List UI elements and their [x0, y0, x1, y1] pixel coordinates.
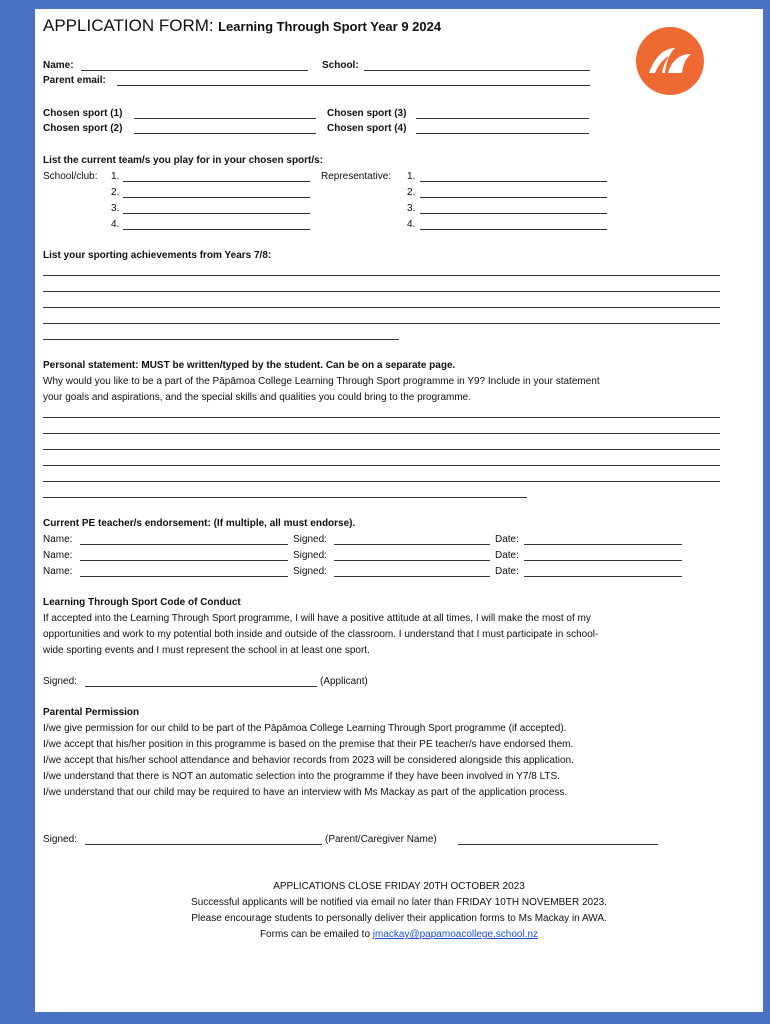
- parent-email-label: Parent email:: [43, 75, 106, 86]
- endorse-date-field[interactable]: [524, 560, 682, 561]
- rep-team-field[interactable]: [420, 229, 607, 230]
- endorsement-heading: Current PE teacher/s endorsement: (If multiple, all must endorse).: [43, 518, 356, 529]
- achievements-line[interactable]: [43, 323, 720, 324]
- achievements-line[interactable]: [43, 339, 399, 340]
- endorse-name-label: Name:: [43, 550, 73, 561]
- conduct-text-3: wide sporting events and I must represent the school in at least one sport.: [43, 645, 370, 656]
- college-logo-icon: [635, 26, 705, 96]
- caregiver-name-field[interactable]: [458, 844, 658, 845]
- club-team-field[interactable]: [123, 213, 310, 214]
- sport3-field[interactable]: [416, 118, 589, 119]
- caregiver-label: (Parent/Caregiver Name): [325, 834, 437, 845]
- parental-line: I/we give permission for our child to be part of the Pāpāmoa College Learning Through Sport programme (if accepted).: [43, 723, 567, 734]
- endorse-date-label: Date:: [495, 550, 519, 561]
- parent-signature-field[interactable]: [85, 844, 322, 845]
- sport4-label: Chosen sport (4): [327, 123, 407, 134]
- club-number: 1.: [111, 171, 120, 182]
- club-label: School/club:: [43, 171, 98, 182]
- deliver-text: Please encourage students to personally deliver their application forms to Ms Mackay in AWA.: [191, 913, 607, 924]
- rep-team-field[interactable]: [420, 181, 607, 182]
- rep-number: 2.: [407, 187, 416, 198]
- rep-number: 3.: [407, 203, 416, 214]
- parental-line: I/we understand that there is NOT an automatic selection into the programme if they have been involved in Y7/8 LTS.: [43, 771, 560, 782]
- applications-close-text: APPLICATIONS CLOSE FRIDAY 20TH OCTOBER 2023: [273, 881, 525, 892]
- rep-label: Representative:: [321, 171, 392, 182]
- club-number: 4.: [111, 219, 120, 230]
- form-page: [35, 9, 763, 1012]
- endorse-name-label: Name:: [43, 534, 73, 545]
- parent-signed-label: Signed:: [43, 834, 77, 845]
- statement-line[interactable]: [43, 481, 720, 482]
- endorse-date-field[interactable]: [524, 544, 682, 545]
- school-label: School:: [322, 60, 359, 71]
- applicant-signed-label: Signed:: [43, 676, 77, 687]
- achievements-heading: List your sporting achievements from Years 7/8:: [43, 250, 272, 261]
- notification-text: Successful applicants will be notified via email no later than FRIDAY 10TH NOVEMBER 2023.: [191, 897, 607, 908]
- name-label: Name:: [43, 60, 74, 71]
- title-main: APPLICATION FORM:: [43, 16, 214, 35]
- endorse-signed-field[interactable]: [334, 576, 490, 577]
- endorse-signed-field[interactable]: [334, 544, 490, 545]
- parental-heading: Parental Permission: [43, 707, 140, 718]
- club-number: 2.: [111, 187, 120, 198]
- club-team-field[interactable]: [123, 197, 310, 198]
- endorse-date-field[interactable]: [524, 576, 682, 577]
- statement-heading: Personal statement: MUST be written/typed by the student. Can be on a separate page.: [43, 360, 456, 371]
- email-text: [35, 929, 763, 941]
- achievements-line[interactable]: [43, 291, 720, 292]
- endorse-signed-field[interactable]: [334, 560, 490, 561]
- achievements-line[interactable]: [43, 307, 720, 308]
- sport4-field[interactable]: [416, 133, 589, 134]
- conduct-text-1: If accepted into the Learning Through Sport programme, I will have a positive attitude at all times, I will make the most of my: [43, 613, 591, 624]
- endorse-signed-label: Signed:: [293, 566, 327, 577]
- endorse-date-label: Date:: [495, 566, 519, 577]
- statement-line[interactable]: [43, 465, 720, 466]
- endorse-signed-label: Signed:: [293, 550, 327, 561]
- endorse-name-field[interactable]: [80, 560, 288, 561]
- endorse-name-field[interactable]: [80, 576, 288, 577]
- achievements-line[interactable]: [43, 275, 720, 276]
- statement-line[interactable]: [43, 417, 720, 418]
- sport2-label: Chosen sport (2): [43, 123, 123, 134]
- statement-line[interactable]: [43, 449, 720, 450]
- rep-number: 4.: [407, 219, 416, 230]
- statement-instructions-2: your goals and aspirations, and the special skills and qualities you could bring to the programme.: [43, 392, 472, 403]
- endorse-name-label: Name:: [43, 566, 73, 577]
- endorse-date-label: Date:: [495, 534, 519, 545]
- rep-team-field[interactable]: [420, 197, 607, 198]
- applicant-signature-field[interactable]: [85, 686, 317, 687]
- sport3-label: Chosen sport (3): [327, 108, 407, 119]
- page-title: [43, 16, 441, 36]
- club-team-field[interactable]: [123, 229, 310, 230]
- club-number: 3.: [111, 203, 120, 214]
- endorse-name-field[interactable]: [80, 544, 288, 545]
- sport2-field[interactable]: [134, 133, 316, 134]
- rep-team-field[interactable]: [420, 213, 607, 214]
- school-field[interactable]: [364, 70, 590, 71]
- sport1-field[interactable]: [134, 118, 316, 119]
- statement-instructions-1: Why would you like to be a part of the Pāpāmoa College Learning Through Sport programme in Y9? Include in your statement: [43, 376, 600, 387]
- parental-line: I/we accept that his/her position in this programme is based on the premise that their PE teacher/s have endorsed them.: [43, 739, 574, 750]
- statement-line[interactable]: [43, 433, 720, 434]
- conduct-text-2: opportunities and work to my potential both inside and outside of the classroom. I understand that I must participate in school-: [43, 629, 599, 640]
- sport1-label: Chosen sport (1): [43, 108, 123, 119]
- rep-number: 1.: [407, 171, 416, 182]
- club-team-field[interactable]: [123, 181, 310, 182]
- parental-line: I/we understand that our child may be required to have an interview with Ms Mackay as part of the application process.: [43, 787, 568, 798]
- title-sub: Learning Through Sport Year 9 2024: [218, 19, 442, 34]
- applicant-label: (Applicant): [320, 676, 368, 687]
- name-field[interactable]: [81, 70, 308, 71]
- email-prefix: Forms can be emailed to: [259, 929, 371, 940]
- parent-email-field[interactable]: [117, 85, 590, 86]
- teams-heading: List the current team/s you play for in your chosen sport/s:: [43, 155, 324, 166]
- conduct-heading: Learning Through Sport Code of Conduct: [43, 597, 241, 608]
- parental-line: I/we accept that his/her school attendance and behavior records from 2023 will be considered alongside this application.: [43, 755, 574, 766]
- email-link[interactable]: jmackay@papamoacollege.school.nz: [372, 929, 539, 940]
- statement-line[interactable]: [43, 497, 527, 498]
- endorse-signed-label: Signed:: [293, 534, 327, 545]
